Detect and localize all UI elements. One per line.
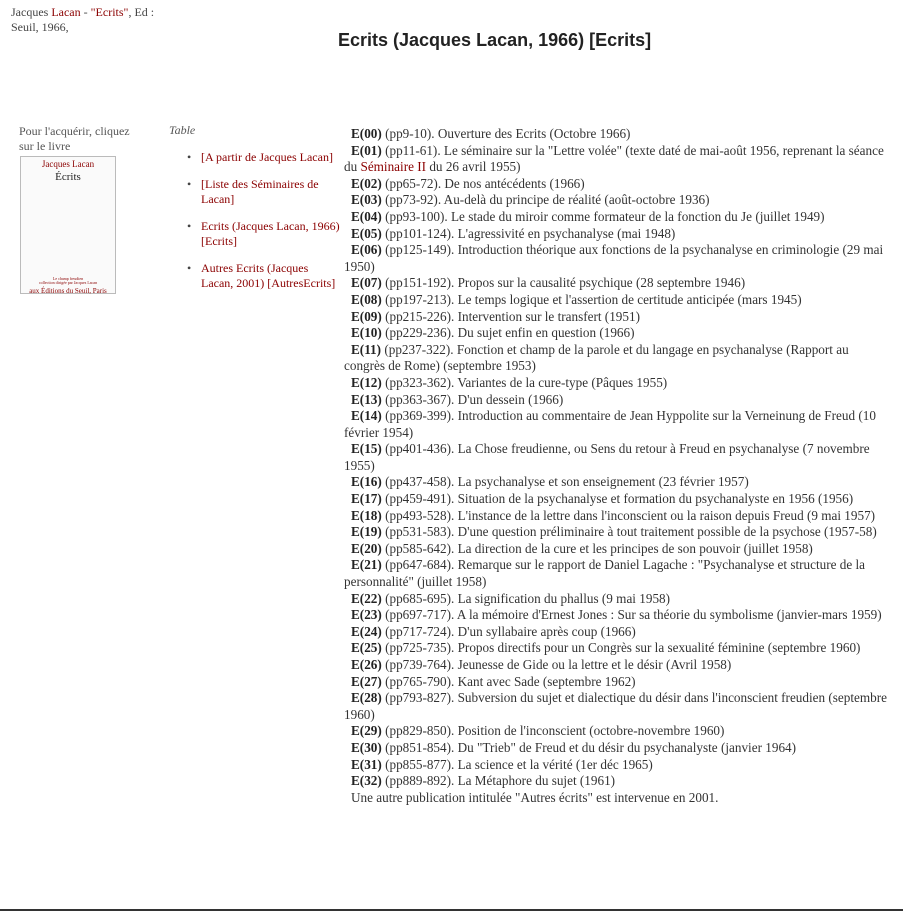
bullet-icon: • bbox=[187, 261, 192, 275]
entry-text: (pp531-583). D'une question préliminaire à tout traitement possible de la psychose (1957-58) bbox=[381, 524, 877, 540]
entry-text: (pp73-92). Au-delà du principe de réalité (août-octobre 1936) bbox=[381, 192, 710, 208]
entry-text: (pp215-226). Intervention sur le transfert (1951) bbox=[381, 308, 640, 324]
ecrit-entry bbox=[344, 541, 889, 558]
sidebar-item-link[interactable]: Autres Ecrits (Jacques Lacan, 2001) [AutresEcrits] bbox=[201, 261, 336, 290]
entry-code: E(05) bbox=[351, 225, 382, 241]
source-header bbox=[11, 5, 171, 35]
entry-code: E(15) bbox=[351, 441, 382, 457]
entry-text: (pp437-458). La psychanalyse et son enseignement (23 février 1957) bbox=[381, 474, 749, 490]
entry-code: E(06) bbox=[351, 242, 382, 258]
entry-code: E(16) bbox=[351, 474, 382, 490]
entry-code: E(28) bbox=[351, 690, 382, 706]
entry-text: (pp93-100). Le stade du miroir comme formateur de la fonction du Je (juillet 1949) bbox=[381, 208, 825, 224]
cover-collection: Le champ freudien bbox=[52, 276, 84, 281]
bullet-icon: • bbox=[187, 177, 192, 191]
entry-text: (pp151-192). Propos sur la causalité psychique (28 septembre 1946) bbox=[381, 275, 746, 291]
entry-code: E(02) bbox=[351, 175, 382, 191]
entry-text: (pp125-149). Introduction théorique aux fonctions de la psychanalyse en criminologie (29 mai 1950) bbox=[344, 242, 884, 274]
ecrits-link[interactable]: "Ecrits" bbox=[90, 5, 129, 19]
ecrit-entry bbox=[344, 126, 889, 143]
entry-code: E(14) bbox=[351, 408, 382, 424]
entry-text: (pp793-827). Subversion du sujet et dialectique du désir dans l'inconscient freudien (septembre 1960) bbox=[344, 690, 887, 722]
entry-text-after: du 26 avril 1955) bbox=[426, 159, 521, 175]
page-title: Ecrits (Jacques Lacan, 1966) [Ecrits] bbox=[338, 30, 652, 50]
ecrit-entry bbox=[344, 674, 889, 691]
ecrit-entry bbox=[344, 292, 889, 309]
entry-code: E(32) bbox=[351, 773, 382, 789]
entry-text: (pp65-72). De nos antécédents (1966) bbox=[381, 175, 585, 191]
sidebar-item[interactable] bbox=[181, 219, 341, 249]
entry-code: E(01) bbox=[351, 142, 382, 158]
entry-code: E(24) bbox=[351, 623, 382, 639]
ecrit-entry bbox=[344, 740, 889, 757]
entry-text: (pp717-724). D'un syllabaire après coup (1966) bbox=[381, 623, 636, 639]
acquire-text: Pour l'acquérir, cliquez sur le livre bbox=[19, 124, 130, 153]
ecrit-entry bbox=[344, 690, 889, 723]
ecrit-entry bbox=[344, 474, 889, 491]
ecrit-entry bbox=[344, 508, 889, 525]
entry-code: E(31) bbox=[351, 756, 382, 772]
ecrit-entry bbox=[344, 524, 889, 541]
entry-code: E(30) bbox=[351, 739, 382, 755]
entry-text: (pp829-850). Position de l'inconscient (octobre-novembre 1960) bbox=[381, 723, 725, 739]
entry-code: E(29) bbox=[351, 723, 382, 739]
ecrit-entry bbox=[344, 491, 889, 508]
ecrit-entry bbox=[344, 392, 889, 409]
ecrit-entry bbox=[344, 226, 889, 243]
entry-code: E(03) bbox=[351, 192, 382, 208]
entry-text: (pp197-213). Le temps logique et l'assertion de certitude anticipée (mars 1945) bbox=[381, 291, 802, 307]
entry-text: (pp237-322). Fonction et champ de la parole et du langage en psychanalyse (Rapport au congrès de Rome) (septembre 1953) bbox=[344, 341, 849, 374]
ecrit-entry bbox=[344, 657, 889, 674]
ecrit-entry bbox=[344, 375, 889, 392]
entry-text: (pp9-10). Ouverture des Ecrits (Octobre 1966) bbox=[381, 126, 631, 141]
entry-text: (pp229-236). Du sujet enfin en question (1966) bbox=[381, 325, 635, 341]
table-label: Table bbox=[169, 123, 196, 137]
ecrit-entry bbox=[344, 192, 889, 209]
entry-text: (pp401-436). La Chose freudienne, ou Sens du retour à Freud en psychanalyse (7 novembre 1955) bbox=[344, 441, 870, 473]
entry-text: (pp363-367). D'un dessein (1966) bbox=[381, 391, 564, 407]
header-text: Jacques bbox=[11, 5, 52, 19]
cover-publisher: aux Éditions du Seuil, Paris bbox=[29, 287, 107, 295]
entry-code: E(04) bbox=[351, 208, 382, 224]
entry-code: E(11) bbox=[351, 341, 382, 357]
entry-code: E(19) bbox=[351, 524, 382, 540]
sidebar-item-link[interactable]: [Liste des Séminaires de Lacan] bbox=[201, 177, 319, 206]
entry-text: (pp459-491). Situation de la psychanalyse et formation du psychanalyste en 1956 (1956) bbox=[381, 491, 854, 507]
ecrit-entry bbox=[344, 723, 889, 740]
entry-code: E(17) bbox=[351, 491, 382, 507]
entry-code: E(13) bbox=[351, 391, 382, 407]
ecrit-entry bbox=[344, 342, 889, 375]
entry-code: E(10) bbox=[351, 325, 382, 341]
entry-code: E(08) bbox=[351, 291, 382, 307]
entry-code: E(00) bbox=[351, 126, 382, 141]
bottom-divider bbox=[0, 909, 903, 911]
sidebar-item-link[interactable]: Ecrits (Jacques Lacan, 1966) [Ecrits] bbox=[201, 219, 340, 248]
bullet-icon: • bbox=[187, 219, 192, 233]
cover-collection-director: collection dirigée par Jacques Lacan bbox=[38, 280, 98, 285]
entry-code: E(07) bbox=[351, 275, 382, 291]
entry-text: (pp585-642). La direction de la cure et les principes de son pouvoir (juillet 1958) bbox=[381, 540, 813, 556]
ecrit-entry bbox=[344, 773, 889, 790]
entry-text: (pp685-695). La signification du phallus (9 mai 1958) bbox=[381, 590, 671, 606]
entry-text: (pp493-528). L'instance de la lettre dans l'inconscient ou la raison depuis Freud (9 mai 1957) bbox=[381, 507, 876, 523]
entry-code: E(18) bbox=[351, 507, 382, 523]
ecrit-entry bbox=[344, 176, 889, 193]
ecrit-entry bbox=[344, 143, 889, 176]
ecrit-entry bbox=[344, 408, 889, 441]
ecrit-entry bbox=[344, 309, 889, 326]
entry-code: E(09) bbox=[351, 308, 382, 324]
sidebar-item[interactable] bbox=[181, 261, 341, 291]
sidebar-item[interactable] bbox=[181, 177, 341, 207]
author-link[interactable]: Lacan bbox=[51, 5, 81, 19]
entry-text: (pp323-362). Variantes de la cure-type (Pâques 1955) bbox=[381, 374, 668, 390]
header-separator: - bbox=[80, 5, 91, 19]
ecrit-entry bbox=[344, 607, 889, 624]
entry-code: E(20) bbox=[351, 540, 382, 556]
entry-text: (pp11-61). Le séminaire sur la "Lettre volée" (texte daté de mai-août 1956, reprenant la séance du bbox=[344, 142, 884, 175]
entry-code: E(22) bbox=[351, 590, 382, 606]
entry-text: (pp851-854). Du "Trieb" de Freud et du désir du psychanalyste (janvier 1964) bbox=[381, 739, 797, 755]
sidebar-item-link[interactable]: [A partir de Jacques Lacan] bbox=[201, 150, 333, 164]
cover-title: Écrits bbox=[55, 171, 81, 183]
book-cover-image[interactable] bbox=[20, 156, 116, 294]
sidebar-item[interactable] bbox=[181, 150, 341, 165]
entry-text: (pp369-399). Introduction au commentaire de Jean Hyppolite sur la Verneinung de Freud (10 février 1954) bbox=[344, 408, 876, 440]
cover-author: Jacques Lacan bbox=[41, 159, 95, 169]
sidebar-nav bbox=[181, 150, 341, 303]
entry-code: E(25) bbox=[351, 640, 382, 656]
entry-text: (pp739-764). Jeunesse de Gide ou la lettre et le désir (Avril 1958) bbox=[381, 657, 732, 672]
entries-list bbox=[344, 126, 889, 806]
ecrit-entry bbox=[344, 591, 889, 608]
ecrit-entry bbox=[344, 209, 889, 226]
seminaire-link[interactable]: Séminaire II bbox=[360, 159, 427, 175]
entry-code: E(26) bbox=[351, 657, 382, 672]
entry-code: E(23) bbox=[351, 607, 382, 623]
ecrit-entry bbox=[344, 624, 889, 641]
entry-text: (pp889-892). La Métaphore du sujet (1961) bbox=[381, 773, 616, 789]
ecrit-entry bbox=[344, 557, 889, 590]
footer-note: Une autre publication intitulée "Autres écrits" est intervenue en 2001. bbox=[351, 789, 719, 805]
entry-text: (pp647-684). Remarque sur le rapport de Daniel Lagache : "Psychanalyse et structure de la personnalité" (juillet 1958) bbox=[344, 557, 866, 590]
ecrit-entry bbox=[344, 757, 889, 774]
entry-code: E(21) bbox=[351, 557, 382, 573]
entry-text: (pp855-877). La science et la vérité (1er déc 1965) bbox=[381, 756, 653, 772]
entry-text: (pp697-717). A la mémoire d'Ernest Jones : Sur sa théorie du symbolisme (janvier-mars 1959) bbox=[381, 607, 882, 623]
entry-code: E(12) bbox=[351, 374, 382, 390]
ecrit-entry bbox=[344, 325, 889, 342]
entry-text: (pp765-790). Kant avec Sade (septembre 1962) bbox=[381, 673, 636, 689]
ecrit-entry bbox=[344, 640, 889, 657]
ecrit-entry bbox=[344, 441, 889, 474]
ecrit-entry bbox=[344, 242, 889, 275]
bullet-icon: • bbox=[187, 150, 192, 164]
entry-text: (pp101-124). L'agressivité en psychanalyse (mai 1948) bbox=[381, 225, 676, 241]
ecrit-entry bbox=[344, 275, 889, 292]
header-edition: , Ed : Seuil, 1966, bbox=[11, 5, 155, 34]
entry-text: (pp725-735). Propos directifs pour un Congrès sur la sexualité féminine (septembre 1960) bbox=[381, 640, 861, 656]
entry-code: E(27) bbox=[351, 673, 382, 689]
